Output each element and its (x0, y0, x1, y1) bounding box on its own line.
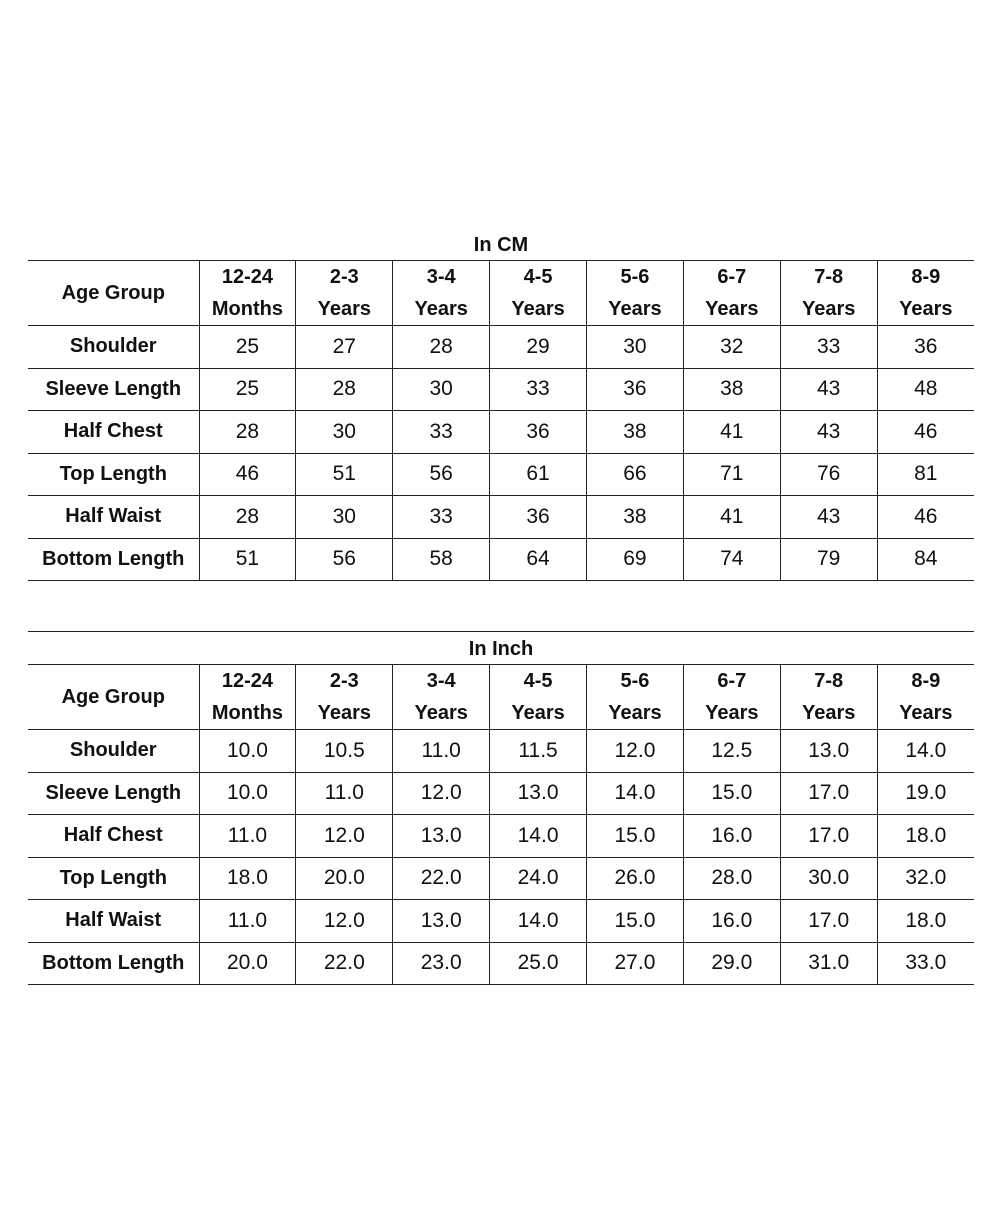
table-cell: 41 (683, 411, 780, 454)
table-cell: 28 (296, 368, 393, 411)
table-cell: 22.0 (393, 857, 490, 900)
table-cell: 17.0 (780, 900, 877, 943)
table-cell: 20.0 (199, 942, 296, 985)
table-cell: 28 (199, 411, 296, 454)
size-table (28, 260, 974, 581)
column-header-unit: Years (899, 298, 953, 320)
size-table (28, 664, 974, 985)
column-header-unit: Years (414, 298, 468, 320)
table-cell: 11.5 (490, 730, 587, 773)
column-header (877, 261, 974, 326)
size-chart-inch (28, 631, 974, 985)
table-cell: 14.0 (490, 815, 587, 858)
table-cell: 33 (780, 326, 877, 369)
table-row (28, 411, 974, 454)
row-label: Sleeve Length (28, 772, 199, 815)
table-cell: 28.0 (683, 857, 780, 900)
row-label: Sleeve Length (28, 368, 199, 411)
table-cell: 58 (393, 538, 490, 581)
table-cell: 32 (683, 326, 780, 369)
column-header (587, 261, 684, 326)
table-cell: 17.0 (780, 815, 877, 858)
column-header-range: 3-4 (426, 266, 456, 288)
column-header-range: 6-7 (717, 266, 747, 288)
table-cell: 14.0 (490, 900, 587, 943)
column-header-range: 2-3 (329, 670, 359, 692)
column-header (490, 665, 587, 730)
column-header-range: 8-9 (911, 670, 941, 692)
column-header (780, 665, 877, 730)
table-cell: 79 (780, 538, 877, 581)
table-row (28, 538, 974, 581)
table-cell: 36 (490, 496, 587, 539)
size-chart-cm (28, 230, 974, 581)
table-cell: 51 (199, 538, 296, 581)
table-cell: 69 (587, 538, 684, 581)
table-cell: 14.0 (877, 730, 974, 773)
table-cell: 22.0 (296, 942, 393, 985)
table-cell: 33.0 (877, 942, 974, 985)
table-cell: 32.0 (877, 857, 974, 900)
table-cell: 30 (393, 368, 490, 411)
table-cell: 29.0 (683, 942, 780, 985)
table-cell: 24.0 (490, 857, 587, 900)
column-header-unit: Years (899, 702, 953, 724)
table-cell: 46 (199, 453, 296, 496)
table-cell: 36 (587, 368, 684, 411)
table-cell: 38 (587, 496, 684, 539)
table-cell: 56 (393, 453, 490, 496)
column-header (587, 665, 684, 730)
row-label: Half Waist (28, 496, 199, 539)
column-header-range: 12-24 (221, 266, 274, 288)
table-cell: 71 (683, 453, 780, 496)
column-header (780, 261, 877, 326)
column-header (683, 665, 780, 730)
table-cell: 28 (199, 496, 296, 539)
table-cell: 11.0 (296, 772, 393, 815)
column-header-unit: Years (705, 298, 759, 320)
table-row (28, 772, 974, 815)
table-cell: 84 (877, 538, 974, 581)
table-cell: 12.0 (587, 730, 684, 773)
table-cell: 13.0 (780, 730, 877, 773)
age-group-header: Age Group (28, 261, 199, 326)
column-header (199, 665, 296, 730)
column-header-range: 2-3 (329, 266, 359, 288)
table-cell: 15.0 (587, 815, 684, 858)
table-row (28, 857, 974, 900)
table-cell: 31.0 (780, 942, 877, 985)
row-label: Half Waist (28, 900, 199, 943)
row-label: Half Chest (28, 411, 199, 454)
column-header-unit: Years (608, 298, 662, 320)
column-header-unit: Years (801, 702, 856, 724)
row-label: Bottom Length (28, 538, 199, 581)
column-header (490, 261, 587, 326)
table-cell: 15.0 (683, 772, 780, 815)
table-cell: 41 (683, 496, 780, 539)
table-cell: 56 (296, 538, 393, 581)
column-header (393, 261, 490, 326)
table-cell: 27 (296, 326, 393, 369)
table-cell: 12.0 (296, 900, 393, 943)
table-cell: 33 (393, 411, 490, 454)
column-header-range: 3-4 (426, 670, 456, 692)
table-cell: 19.0 (877, 772, 974, 815)
table-cell: 66 (587, 453, 684, 496)
row-label: Half Chest (28, 815, 199, 858)
table-cell: 27.0 (587, 942, 684, 985)
table-cell: 13.0 (393, 815, 490, 858)
table-cell: 36 (490, 411, 587, 454)
column-header (199, 261, 296, 326)
column-header-unit: Years (414, 702, 468, 724)
table-cell: 12.0 (296, 815, 393, 858)
table-cell: 10.0 (199, 730, 296, 773)
row-label: Top Length (28, 857, 199, 900)
column-header-unit: Years (608, 702, 662, 724)
row-label: Bottom Length (28, 942, 199, 985)
table-cell: 18.0 (877, 815, 974, 858)
table-row (28, 326, 974, 369)
table-cell: 17.0 (780, 772, 877, 815)
table-cell: 25.0 (490, 942, 587, 985)
age-group-header: Age Group (28, 665, 199, 730)
table-cell: 30 (587, 326, 684, 369)
table-cell: 16.0 (683, 815, 780, 858)
table-row (28, 453, 974, 496)
table-cell: 11.0 (199, 900, 296, 943)
table-row (28, 900, 974, 943)
column-header-unit: Months (211, 298, 283, 320)
header-row (28, 261, 974, 326)
table-cell: 11.0 (393, 730, 490, 773)
table-cell: 13.0 (393, 900, 490, 943)
column-header-range: 4-5 (523, 670, 553, 692)
table-cell: 20.0 (296, 857, 393, 900)
row-label: Top Length (28, 453, 199, 496)
table-cell: 10.0 (199, 772, 296, 815)
table-cell: 12.5 (683, 730, 780, 773)
column-header-range: 7-8 (814, 670, 844, 692)
table-title: In CM (473, 234, 529, 256)
column-header (296, 665, 393, 730)
column-header-range: 5-6 (620, 266, 650, 288)
table-row (28, 815, 974, 858)
table-cell: 76 (780, 453, 877, 496)
table-cell: 74 (683, 538, 780, 581)
table-cell: 48 (877, 368, 974, 411)
table-cell: 15.0 (587, 900, 684, 943)
table-cell: 18.0 (877, 900, 974, 943)
column-header-range: 5-6 (620, 670, 650, 692)
column-header-unit: Years (801, 298, 856, 320)
table-cell: 81 (877, 453, 974, 496)
table-cell: 33 (490, 368, 587, 411)
table-cell: 13.0 (490, 772, 587, 815)
table-row (28, 730, 974, 773)
column-header-range: 8-9 (911, 266, 941, 288)
column-header-unit: Years (511, 702, 565, 724)
table-cell: 25 (199, 326, 296, 369)
table-cell: 14.0 (587, 772, 684, 815)
column-header-range: 6-7 (717, 670, 747, 692)
table-cell: 29 (490, 326, 587, 369)
table-cell: 12.0 (393, 772, 490, 815)
table-cell: 43 (780, 411, 877, 454)
row-label: Shoulder (28, 326, 199, 369)
column-header (393, 665, 490, 730)
table-cell: 30 (296, 411, 393, 454)
column-header-range: 12-24 (221, 670, 274, 692)
column-header-unit: Years (317, 702, 371, 724)
table-cell: 38 (683, 368, 780, 411)
table-cell: 23.0 (393, 942, 490, 985)
column-header-range: 7-8 (814, 266, 844, 288)
column-header-unit: Years (705, 702, 759, 724)
table-cell: 30.0 (780, 857, 877, 900)
table-cell: 36 (877, 326, 974, 369)
table-cell: 64 (490, 538, 587, 581)
table-cell: 43 (780, 496, 877, 539)
table-cell: 33 (393, 496, 490, 539)
table-cell: 61 (490, 453, 587, 496)
column-header (296, 261, 393, 326)
table-cell: 26.0 (587, 857, 684, 900)
table-cell: 43 (780, 368, 877, 411)
table-cell: 16.0 (683, 900, 780, 943)
column-header (683, 261, 780, 326)
table-cell: 46 (877, 411, 974, 454)
table-cell: 10.5 (296, 730, 393, 773)
row-label: Shoulder (28, 730, 199, 773)
table-cell: 11.0 (199, 815, 296, 858)
table-row (28, 942, 974, 985)
table-cell: 46 (877, 496, 974, 539)
table-cell: 28 (393, 326, 490, 369)
table-cell: 30 (296, 496, 393, 539)
table-cell: 25 (199, 368, 296, 411)
table-cell: 18.0 (199, 857, 296, 900)
table-title: In Inch (468, 638, 534, 660)
table-cell: 51 (296, 453, 393, 496)
column-header-unit: Months (211, 702, 283, 724)
table-row (28, 368, 974, 411)
column-header-unit: Years (511, 298, 565, 320)
column-header-unit: Years (317, 298, 371, 320)
column-header-range: 4-5 (523, 266, 553, 288)
table-row (28, 496, 974, 539)
header-row (28, 665, 974, 730)
table-cell: 38 (587, 411, 684, 454)
column-header (877, 665, 974, 730)
